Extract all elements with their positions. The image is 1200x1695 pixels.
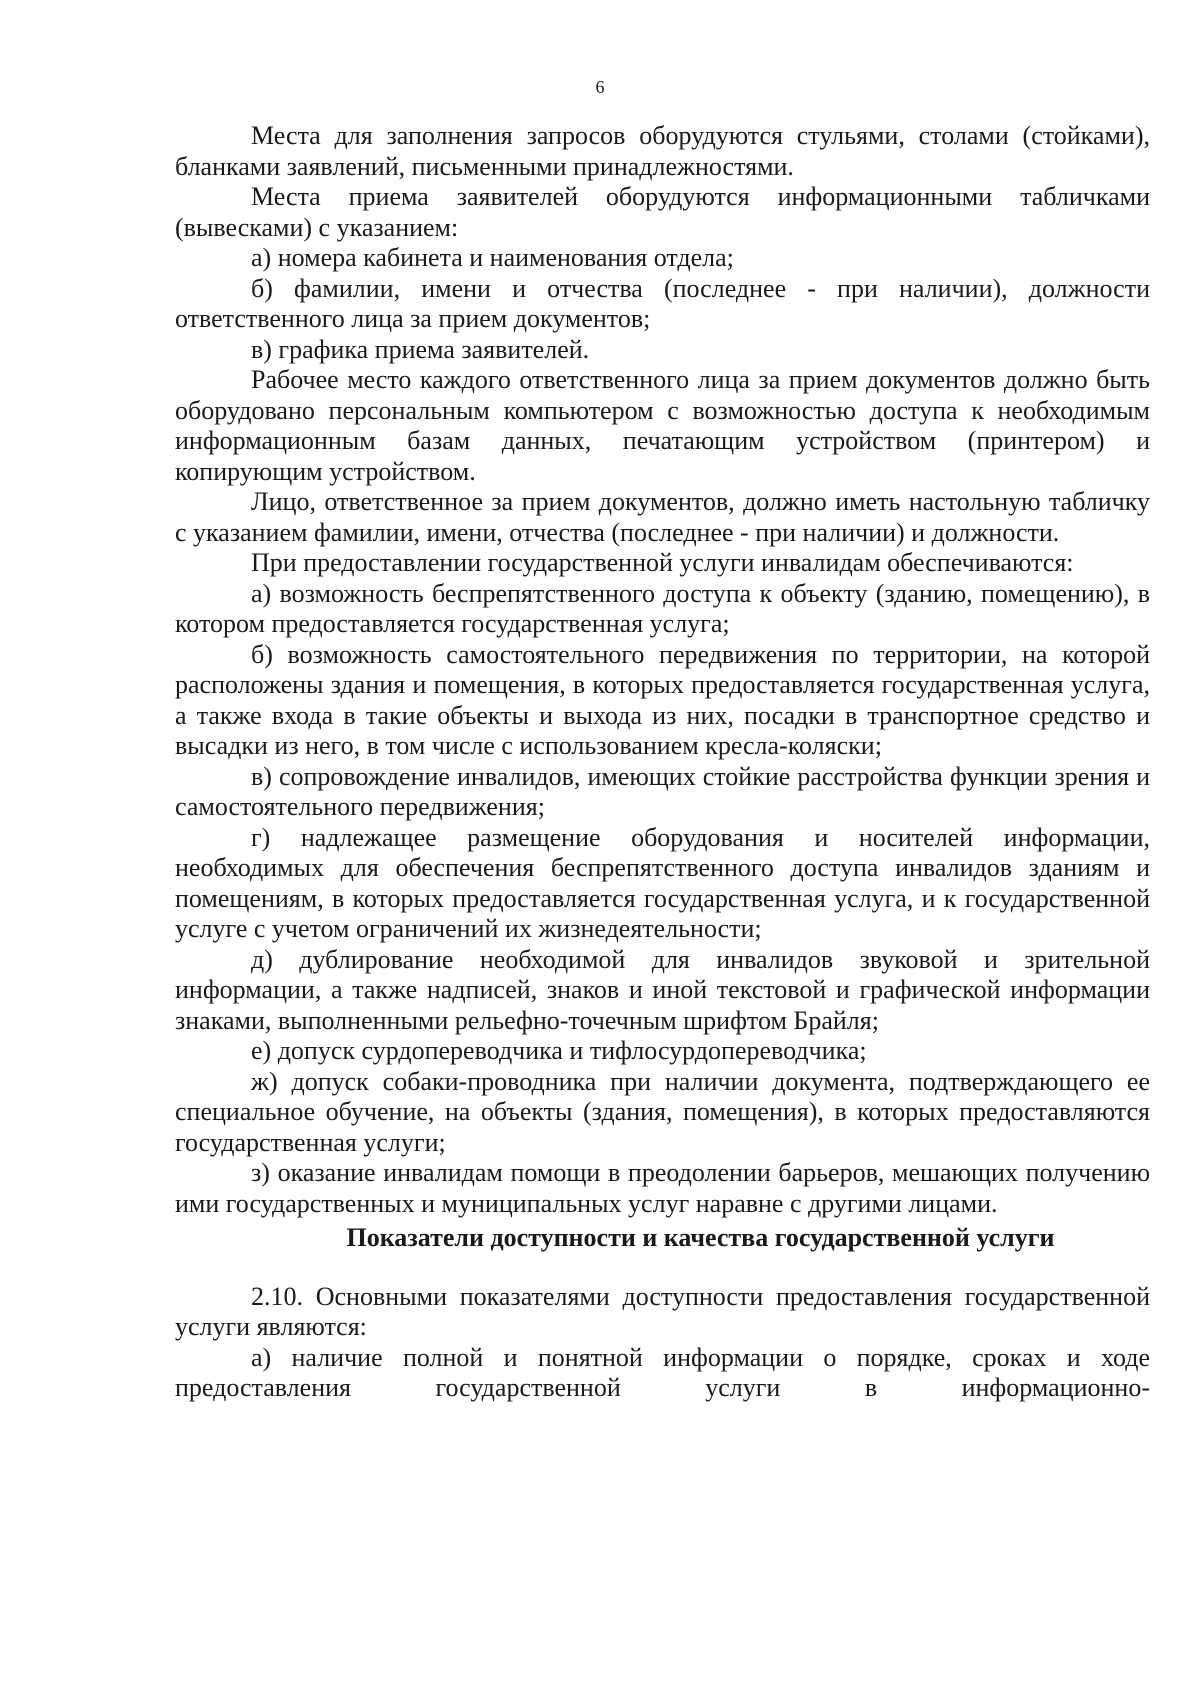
paragraph: Места для заполнения запросов оборудуются стульями, столами (стойками), бланками заявлений, письменными принадлежностями. [175,121,1150,181]
section-heading: Показатели доступности и качества государственной услуги [346,1223,1055,1252]
list-item: з) оказание инвалидам помощи в преодолении барьеров, мешающих получению ими государственных и муниципальных услуг наравне с другими лицами. [175,1158,1150,1218]
paragraph: Лицо, ответственное за прием документов, должно иметь настольную табличку с указанием фамилии, имени, отчества (последнее - при наличии) и должности. [175,487,1150,547]
paragraph: Места приема заявителей оборудуются информационными табличками (вывесками) с указанием: [175,182,1150,242]
list-item: ж) допуск собаки-проводника при наличии документа, подтверждающего ее специальное обучение, на объекты (здания, помещения), в которых предоставляются государственная услуги; [175,1066,1150,1157]
list-item: е) допуск сурдопереводчика и тифлосурдопереводчика; [251,1036,867,1065]
paragraph: 2.10. Основными показателями доступности предоставления государственной услуги являются: [175,1281,1150,1341]
list-item: б) возможность самостоятельного передвижения по территории, на которой расположены здания и помещения, в которых предоставляется государственная услуга, а также входа в такие объекты и выхода из них, посадки в транспортное средство и высадки из него, в том числе с использованием кресла-коляски; [175,639,1150,760]
list-item: а) номера кабинета и наименования отдела; [251,243,734,272]
paragraph: Рабочее место каждого ответственного лица за прием документов должно быть оборудовано персональным компьютером с возможностью доступа к необходимым информационным базам данных, печатающим устройством (принтером) и копирующим устройством. [175,365,1150,486]
paragraph: При предоставлении государственной услуги инвалидам обеспечиваются: [251,548,1074,577]
list-item: в) графика приема заявителей. [251,334,590,364]
list-item: в) сопровождение инвалидов, имеющих стойкие расстройства функции зрения и самостоятельного передвижения; [175,761,1150,821]
list-item: а) наличие полной и понятной информации о порядке, сроках и ходе предоставления государственной услуги в информационно- [175,1342,1150,1402]
list-item: д) дублирование необходимой для инвалидов звуковой и зрительной информации, а также надписей, знаков и иной текстовой и графической информации знаками, выполненными рельефно-точечным шрифтом Брайля; [175,944,1150,1035]
list-item: г) надлежащее размещение оборудования и носителей информации, необходимых для обеспечения беспрепятственного доступа инвалидов зданиям и помещениям, в которых предоставляется государственная услуга, и к государственной услуге с учетом ограничений их жизнедеятельности; [175,822,1150,943]
document-body [175,121,1150,1404]
list-item: а) возможность беспрепятственного доступа к объекту (зданию, помещению), в котором предоставляется государственная услуга; [175,578,1150,638]
page-number: 6 [595,77,605,97]
list-item: б) фамилии, имени и отчества (последнее - при наличии), должности ответственного лица за прием документов; [175,273,1150,333]
